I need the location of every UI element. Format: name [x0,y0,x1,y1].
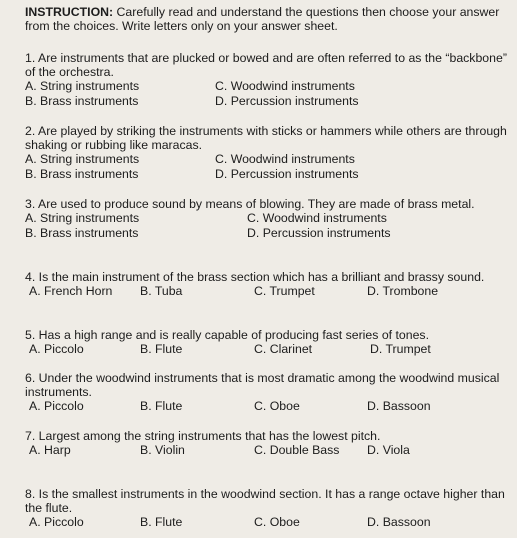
question-text: 3. Are used to produce sound by means of blowing. They are made of brass metal. [25,197,475,211]
instruction [25,5,505,33]
question-3 [25,197,510,241]
choice-a: A. Piccolo [29,515,84,529]
choice-b: B. Tuba [140,284,183,298]
question-text: 2. Are played by striking the instruments with sticks or hammers while others are through shaking or rubbing like maracas. [25,124,507,152]
question-8 [25,487,510,531]
choice-c: C. Oboe [254,515,300,529]
choice-c: C. Clarinet [254,342,313,356]
choice-a: A. String instruments [25,211,140,225]
choice-a: A. Harp [29,443,71,457]
choices [25,152,510,182]
choice-d: D. Percussion instruments [215,94,359,108]
choice-a: A. String instruments [25,79,140,93]
choice-d: D. Percussion instruments [215,167,359,181]
question-text: 7. Largest among the string instruments that has the lowest pitch. [25,429,381,443]
choice-b: B. Brass instruments [25,167,139,181]
choice-d: D. Viola [367,443,410,457]
choice-a: A. Piccolo [29,399,84,413]
choices [25,79,510,109]
choice-b: B. Flute [140,399,183,413]
choice-b: B. Flute [140,515,183,529]
choice-c: C. Trumpet [254,284,315,298]
question-text: 8. Is the smallest instruments in the woodwind section. It has a range octave higher than the flute. [25,487,505,515]
choice-b: B. Brass instruments [25,94,139,108]
choice-d: D. Percussion instruments [247,226,391,240]
question-text: 1. Are instruments that are plucked or bowed and are often referred to as the “backbone” of the orchestra. [25,51,507,79]
choices [25,399,510,415]
choice-d: D. Bassoon [367,515,431,529]
question-5 [25,328,510,358]
question-6 [25,371,510,415]
choice-c: C. Woodwind instruments [215,152,355,166]
question-2 [25,124,510,182]
question-7 [25,429,510,459]
choice-a: A. French Horn [29,284,113,298]
choice-b: B. Brass instruments [25,226,139,240]
choice-c: C. Double Bass [254,443,340,457]
choice-d: D. Trombone [367,284,439,298]
choice-a: A. String instruments [25,152,140,166]
choice-c: C. Oboe [254,399,300,413]
choice-d: D. Trumpet [370,342,431,356]
question-4 [25,270,510,300]
question-1 [25,51,510,109]
choices [25,342,510,358]
choice-b: B. Flute [140,342,183,356]
choice-c: C. Woodwind instruments [247,211,387,225]
choices [25,284,510,300]
choice-b: B. Violin [140,443,185,457]
choice-d: D. Bassoon [367,399,431,413]
choices [25,515,510,531]
choices [25,443,510,459]
choice-a: A. Piccolo [29,342,84,356]
choices [25,211,510,241]
question-text: 4. Is the main instrument of the brass section which has a brilliant and brassy sound. [25,270,485,284]
instruction-label: INSTRUCTION: [25,5,114,19]
question-text: 5. Has a high range and is really capable of producing fast series of tones. [25,328,429,342]
question-text: 6. Under the woodwind instruments that is most dramatic among the woodwind musical instruments. [25,371,500,399]
choice-c: C. Woodwind instruments [215,79,355,93]
instruction-text: Carefully read and understand the questions then choose your answer from the choices. Write letters only on your answer sheet. [25,5,500,33]
